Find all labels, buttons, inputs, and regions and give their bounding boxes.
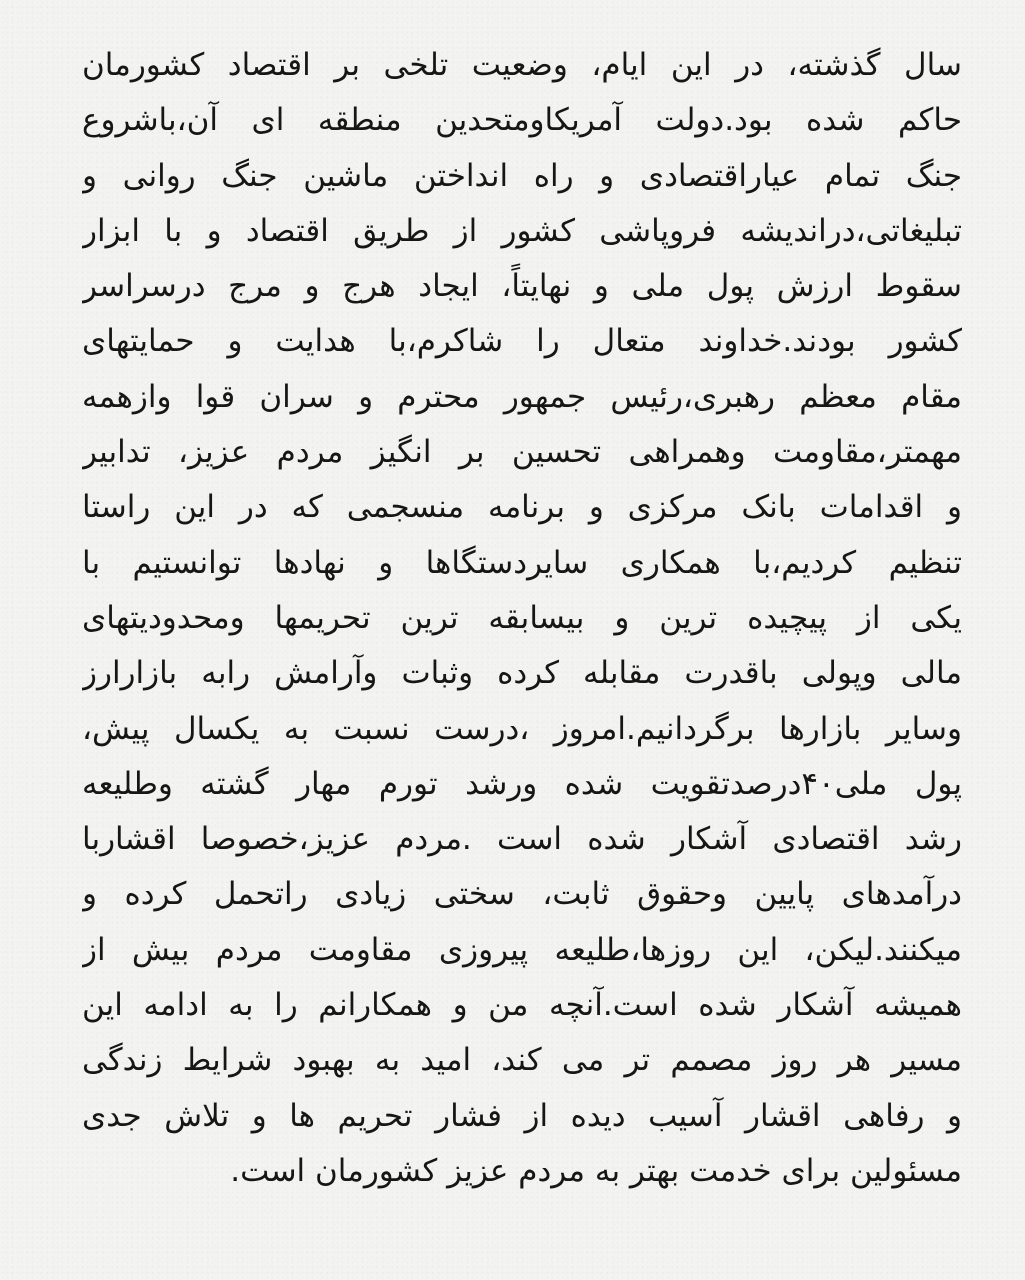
text-line: پول ملی۴۰درصدتقویت شده ورشد تورم مهار گشته وطلیعه	[82, 765, 962, 802]
text-line: سال گذشته، در این ایام، وضعیت تلخی بر اقتصاد کشورمان	[82, 47, 962, 83]
text-line: رشد اقتصادی آشکار شده است .مردم عزیز،خصوصا اقشاربا	[82, 821, 962, 858]
text-line: حاکم شده بود.دولت آمریکاومتحدین منطقه ای آن،باشروع	[82, 102, 962, 139]
text-line: و اقدامات بانک مرکزی و برنامه منسجمی که در این راستا	[82, 489, 962, 526]
text-line: یکی از پیچیده ترین و بیسابقه ترین تحریمها ومحدودیتهای	[82, 599, 962, 636]
text-line: مالی وپولی باقدرت مقابله کرده وثبات وآرامش رابه بازارارز	[82, 655, 962, 692]
text-line: مهمتر،مقاومت وهمراهی تحسین بر انگیز مردم عزیز، تدابیر	[82, 434, 962, 471]
statement-text	[82, 38, 962, 1199]
text-line: جنگ تمام عیاراقتصادی و راه انداختن ماشین جنگ روانی و	[82, 157, 962, 194]
text-line: مقام معظم رهبری،رئیس جمهور محترم و سران قوا وازهمه	[82, 378, 962, 415]
text-line: وسایر بازارها برگردانیم.امروز ،درست نسبت به یکسال پیش،	[82, 710, 962, 747]
text-line: مسئولین برای خدمت بهتر به مردم عزیز کشورمان است.	[230, 1152, 962, 1189]
text-line: مسیر هر روز مصمم تر می کند، امید به بهبود شرایط زندگی	[82, 1042, 962, 1079]
text-line: درآمدهای پایین وحقوق ثابت، سختی زیادی راتحمل کرده و	[82, 876, 962, 913]
text-line: تنظیم کردیم،با همکاری سایردستگاها و نهادها توانستیم با	[82, 544, 962, 581]
text-line: میکنند.لیکن، این روزها،طلیعه پیروزی مقاومت مردم بیش از	[82, 931, 962, 968]
text-line: و رفاهی اقشار آسیب دیده از فشار تحریم ها و تلاش جدی	[82, 1097, 962, 1134]
text-line: سقوط ارزش پول ملی و نهایتاً، ایجاد هرج و مرج درسراسر	[82, 268, 962, 305]
text-line: کشور بودند.خداوند متعال را شاکرم،با هدایت و حمایتهای	[82, 323, 962, 360]
text-line: تبلیغاتی،دراندیشه فروپاشی کشور از طریق اقتصاد و با ابزار	[82, 212, 962, 249]
text-line: همیشه آشکار شده است.آنچه من و همکارانم را به ادامه این	[82, 987, 962, 1024]
